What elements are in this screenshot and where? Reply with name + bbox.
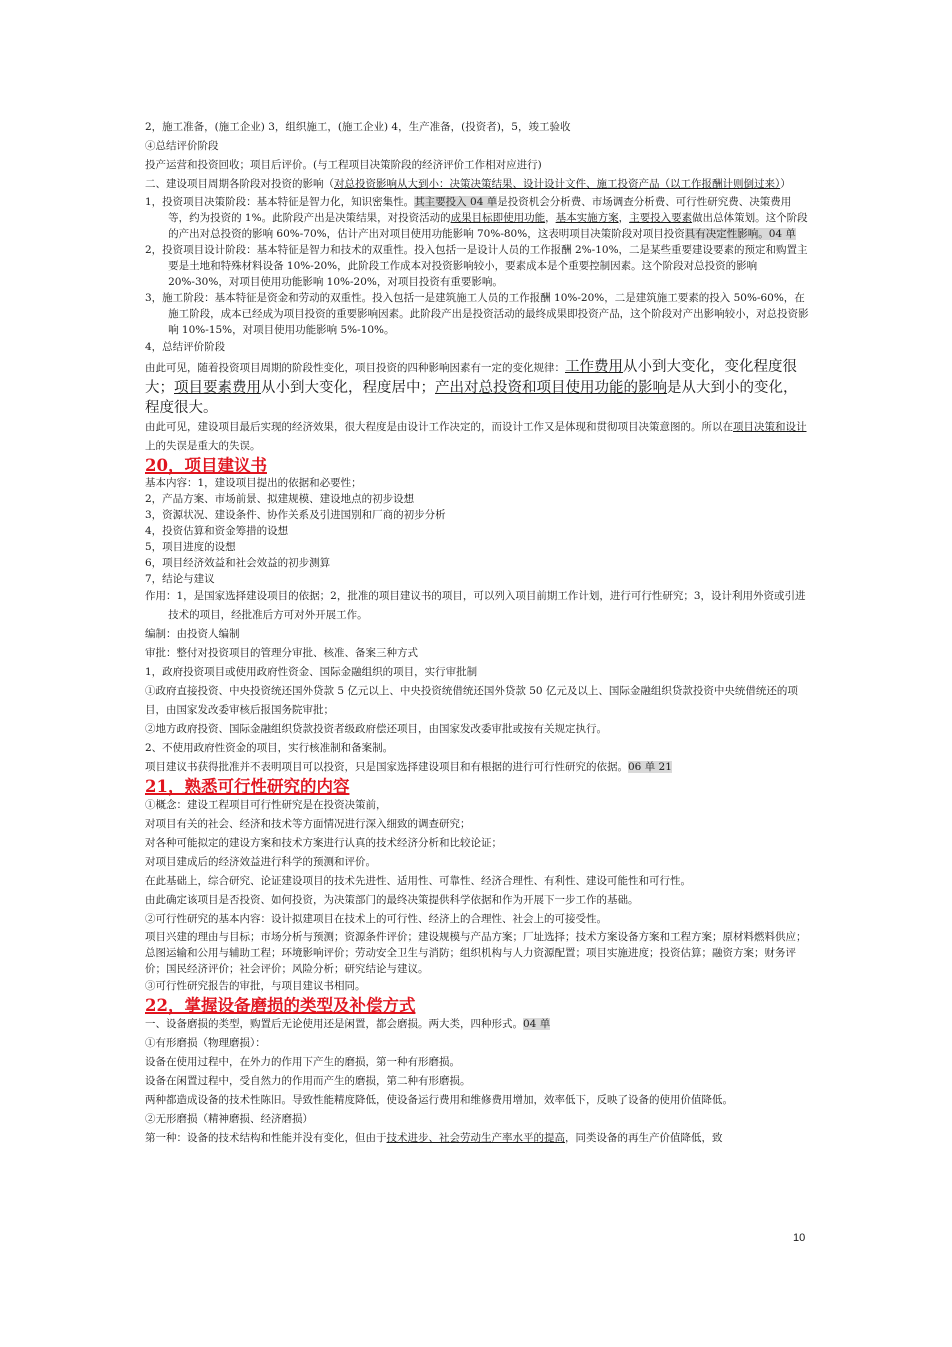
section-20-body bbox=[145, 475, 810, 587]
paragraph-feasibility-content: 项目兴建的理由与目标；市场分析与预测；资源条件评价；建设规模与产品方案；厂址选择；技术方案设备方案和工程方案；原材料燃料供应；总图运输和公用与辅助工程；环境影响评价；劳动安全卫生与消防；组织机构与人力资源配置；项目实施进度；投资估算；融资方案；财务评价；国民经济评价；社会评价；风险分析；研究结论与建议。 bbox=[145, 931, 807, 975]
underlined-text: 产出对总投资和项目使用功能的影响 bbox=[435, 380, 667, 396]
text-line: 设备在使用过程中，在外力的作用下产生的磨损，第一种有形磨损。 bbox=[145, 1056, 460, 1068]
text-line: 设备在闲置过程中，受自然力的作用而产生的磨损，第二种有形磨损。 bbox=[145, 1075, 471, 1087]
text-span: 由此可见，建设项目最后实现的经济效果，很大程度是由设计工作决定的，而设计工作又是体现和贯彻项目决策意图的。所以在 bbox=[145, 421, 733, 433]
text-line: ②可行性研究的基本内容：设计拟建项目在技术上的可行性、经济上的合理性、社会上的可接受性。 bbox=[145, 913, 607, 925]
text-line: 两种都造成设备的技术性陈旧。导致性能精度降低，使设备运行费用和维修费用增加，效率低下，反映了设备的使用价值降低。 bbox=[145, 1094, 733, 1106]
paragraph-construction-stage: 3，施工阶段：基本特征是资金和劳动的双重性。投入包括一是建筑施工人员的工作报酬 10%-20%，二是建筑施工要素的投入 50%-60%，在施工阶段，成本已经成为项目投资的重要影响因素。此阶段产出是投资活动的最终成果即投资产品，这个阶段对产出影响较小，对总投资影响 10%-15%，对项目使用功能影响 5%-10%。 bbox=[145, 292, 809, 336]
underlined-text: 成果目标即使用功能 bbox=[450, 212, 546, 224]
text-line: ①有形磨损（物理磨损）： bbox=[145, 1037, 266, 1049]
section-heading-21: 21，熟悉可行性研究的内容 bbox=[145, 777, 350, 796]
text-span: 是投资机会分析费、市场调查分析费、可行性研究费、决策费用等，约为投资的 1%。此阶段产出是决策结果，对投资活动的 bbox=[168, 196, 792, 224]
text-span: 从小到大变化，变化程度很大； bbox=[145, 359, 797, 396]
text-line: 2，施工准备，(施工企业) 3，组织施工，(施工企业) 4，生产准备，(投资者)，5，竣工验收 bbox=[145, 121, 571, 133]
text-span: 从小到大变化，程度居中； bbox=[261, 380, 435, 396]
text-line: ①概念：建设工程项目可行性研究是在投资决策前， bbox=[145, 799, 387, 811]
paragraph-design-stage: 2，投资项目设计阶段：基本特征是智力和技术的双重性。投入包括一是设计人员的工作报酬 2%-10%，二是某些重要建设要素的预定和购置主要是土地和特殊材料设备 10%-20%，此阶段工作成本对投资影响较小，要素成本是个重要控制因素。这个阶段对总投资的影响 20%-30%，对项目使用功能影响 10%-20%，对项目投资有重要影响。 bbox=[145, 244, 808, 288]
text-line: 对项目建成后的经济效益进行科学的预测和评价。 bbox=[145, 856, 376, 868]
underlined-text: 基本实施方案 bbox=[555, 212, 619, 224]
text-line: 投产运营和投资回收；项目后评价。(与工程项目决策阶段的经济评价工作相对应进行) bbox=[145, 159, 542, 171]
text-line: 3，资源状况、建设条件、协作关系及引进国别和厂商的初步分析 bbox=[145, 509, 446, 521]
paragraph-conclusion bbox=[145, 418, 810, 456]
text-line: ③可行性研究报告的审批，与项目建议书相同。 bbox=[145, 980, 366, 992]
text-span: 是从大到小的变化，程度很大。 bbox=[145, 380, 798, 416]
section-heading-22: 22，掌握设备磨损的类型及补偿方式 bbox=[145, 996, 416, 1015]
paragraph-approval-1: ①政府直接投资、中央投资统还国外贷款 5 亿元以上、中央投资统借统还国外贷款 50 亿元及以上、国际金融组织贷款投资中央统借统还的项目，由国家发改委审核后报国务院审批； bbox=[145, 685, 798, 716]
text-line: 在此基础上，综合研究、论证建设项目的技术先进性、适用性、可靠性、经济合理性、有利性、建设可能性和可行性。 bbox=[145, 875, 691, 887]
text-span: ，同类设备的再生产价值降低，致 bbox=[565, 1132, 723, 1144]
text-line: 4，投资估算和资金筹措的设想 bbox=[145, 525, 289, 537]
highlight-tag: 具有决定性影响。04 单 bbox=[684, 228, 796, 240]
page-number: 10 bbox=[793, 1232, 806, 1244]
text-line: 基本内容：1，建设项目提出的依据和必要性； bbox=[145, 477, 362, 489]
text-span: ） bbox=[780, 178, 791, 190]
text-line: 对各种可能拟定的建设方案和技术方案进行认真的技术经济分析和比较论证； bbox=[145, 837, 502, 849]
underlined-text: 主要投入要素 bbox=[629, 212, 693, 224]
text-span: 1，投资项目决策阶段：基本特征是智力化，知识密集性。 bbox=[145, 196, 415, 208]
paragraph-function: 作用：1，是国家选择建设项目的依据；2，批准的项目建议书的项目，可以列入项目前期工作计划，进行可行性研究；3，设计利用外资或引进技术的项目，经批准后方可对外开展工作。 bbox=[145, 590, 806, 621]
section-heading-20: 20，项目建议书 bbox=[145, 456, 267, 475]
text-span: ， bbox=[545, 212, 556, 224]
text-line: 编制：由投资人编制 bbox=[145, 628, 240, 640]
text-line: ②地方政府投资、国际金融组织贷款投资者级政府偿还项目，由国家发改委审批或按有关规定执行。 bbox=[145, 723, 607, 735]
underlined-text: 技术进步、社会劳动生产率水平的提高 bbox=[386, 1132, 565, 1144]
underlined-text: 项目要素费用 bbox=[174, 380, 261, 396]
page-content bbox=[145, 118, 810, 1148]
text-span: 上的失误是重大的失误。 bbox=[145, 440, 261, 452]
text-line: 2，产品方案、市场前景、拟建规模、建设地点的初步设想 bbox=[145, 493, 415, 505]
text-line: ②无形磨损（精神磨损、经济磨损） bbox=[145, 1113, 313, 1125]
text-span: 一、设备磨损的类型，购置后无论使用还是闲置，都会磨损。两大类，四种形式。 bbox=[145, 1018, 523, 1030]
text-line: 5，项目进度的设想 bbox=[145, 541, 236, 553]
text-line bbox=[145, 1015, 810, 1034]
text-line bbox=[145, 758, 810, 777]
text-line: 7，结论与建议 bbox=[145, 573, 215, 585]
text-span: 做出总体策划。这个阶段的产出对总投资的影响 60%-70%，估计产出对项目使用功能影响 70%-80%，这表明项目决策阶段对项目投资 bbox=[168, 212, 808, 240]
underlined-text: 工作费用 bbox=[565, 359, 623, 375]
underlined-text: 对总投资影响从大到小：决策决策结果、设计设计文件、施工投资产品（以工作报酬计则倒过来） bbox=[334, 178, 781, 190]
text-line: 1，政府投资项目或使用政府性资金、国际金融组织的项目，实行审批制 bbox=[145, 666, 478, 678]
text-line: 6，项目经济效益和社会效益的初步测算 bbox=[145, 557, 331, 569]
paragraph-decision-stage bbox=[145, 194, 810, 242]
text-line: 审批：整付对投资项目的管理分审批、核准、备案三种方式 bbox=[145, 647, 418, 659]
text-line: 2、不使用政府性资金的项目，实行核准制和备案制。 bbox=[145, 742, 394, 754]
paragraph-change-rule bbox=[145, 357, 810, 418]
text-line bbox=[145, 1129, 810, 1148]
text-span: 由此可见，随着投资项目周期的阶段性变化，项目投资的四种影响因素有一定的变化规律： bbox=[145, 362, 565, 374]
text-span: 二、建设项目周期各阶段对投资的影响（ bbox=[145, 178, 334, 190]
text-line: 4，总结评价阶段 bbox=[145, 341, 226, 353]
text-line: 由此确定该项目是否投资、如何投资，为决策部门的最终决策提供科学依据和作为开展下一步工作的基础。 bbox=[145, 894, 639, 906]
text-span: 第一种：设备的技术结构和性能并没有变化，但由于 bbox=[145, 1132, 387, 1144]
paragraph-investment-impact bbox=[145, 175, 810, 194]
text-span: ， bbox=[618, 212, 630, 224]
highlight-tag: 06 单 21 bbox=[628, 761, 672, 773]
text-line: ④总结评价阶段 bbox=[145, 140, 219, 152]
highlight-tag: 04 单 bbox=[523, 1018, 551, 1030]
text-line: 对项目有关的社会、经济和技术等方面情况进行深入细致的调查研究； bbox=[145, 818, 471, 830]
text-span: 项目建议书获得批准并不表明项目可以投资，只是国家选择建设项目和有根据的进行可行性研究的依据。 bbox=[145, 761, 628, 773]
highlight-tag: 其主要投入 04 单 bbox=[414, 196, 498, 208]
underlined-text: 项目决策和设计 bbox=[733, 421, 807, 433]
